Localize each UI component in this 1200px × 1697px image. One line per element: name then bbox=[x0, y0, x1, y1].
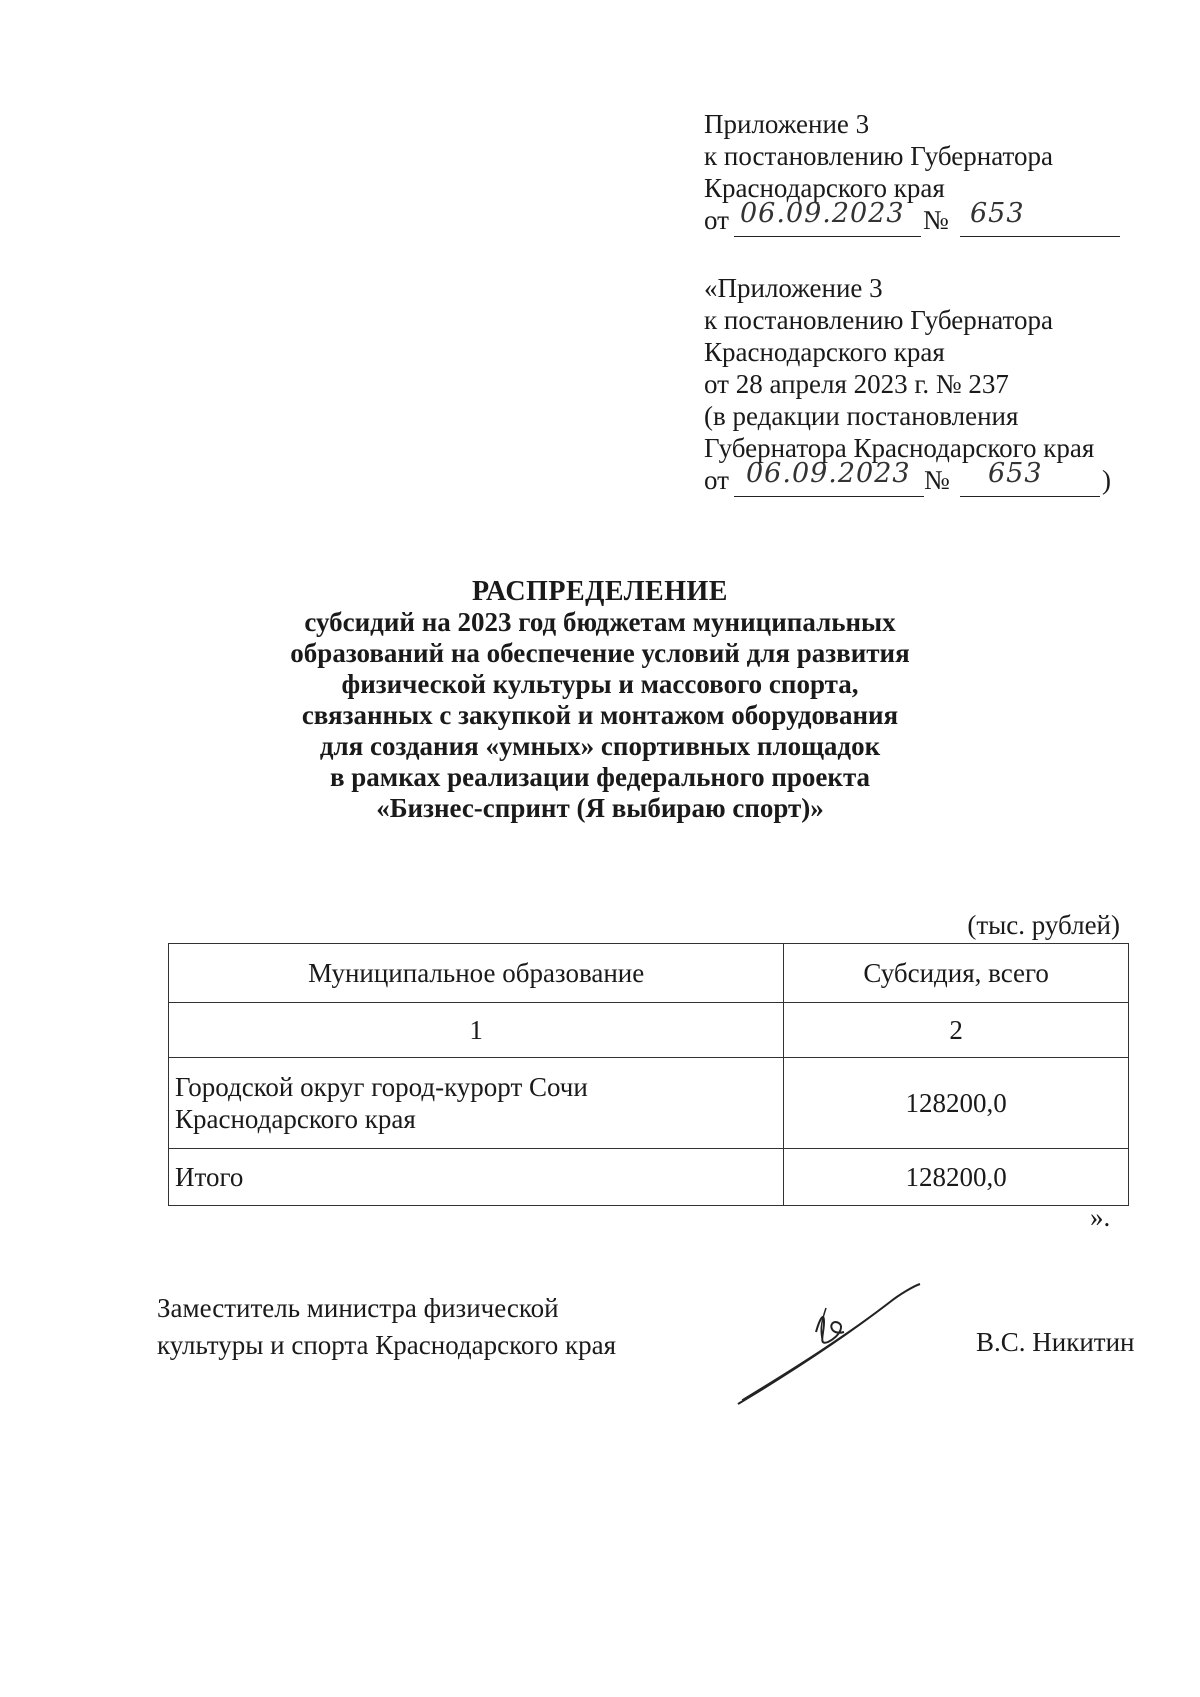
table-row bbox=[169, 1058, 1129, 1149]
document-title bbox=[0, 576, 1200, 824]
handwritten-number: 653 bbox=[970, 198, 1025, 229]
annex-line: к постановлению Губернатора bbox=[704, 305, 1053, 335]
municipality-cell bbox=[169, 1058, 784, 1149]
title-line: физической культуры и массового спорта, bbox=[341, 669, 859, 699]
column-number: 2 bbox=[784, 1003, 1129, 1058]
signatory-name: В.С. Никитин bbox=[976, 1327, 1135, 1357]
annex-date-number-line bbox=[704, 458, 1111, 496]
title-main: РАСПРЕДЕЛЕНИЕ bbox=[472, 576, 728, 607]
annex-line: (в редакции постановления bbox=[704, 401, 1019, 431]
date-prefix: от bbox=[704, 465, 729, 495]
position-line: культуры и спорта Краснодарского края bbox=[157, 1330, 617, 1360]
handwritten-date: 06.09.2023 bbox=[740, 198, 905, 229]
date-field bbox=[734, 198, 921, 237]
handwritten-number: 653 bbox=[988, 458, 1043, 489]
annex-line: Приложение 3 bbox=[704, 109, 870, 139]
closing-paren: ) bbox=[1102, 465, 1111, 495]
annex-date-number-line bbox=[704, 198, 1053, 236]
annex-line: Краснодарского края bbox=[704, 173, 945, 203]
signatory-position bbox=[157, 1290, 616, 1364]
table-total-row bbox=[169, 1149, 1129, 1206]
closing-quote: ». bbox=[1090, 1202, 1111, 1232]
position-line: Заместитель министра физической bbox=[157, 1293, 559, 1323]
annex-header-original bbox=[704, 272, 1111, 496]
date-field bbox=[734, 458, 924, 497]
number-prefix: № bbox=[923, 205, 949, 235]
annex-line: Краснодарского края bbox=[704, 337, 945, 367]
annex-line: к постановлению Губернатора bbox=[704, 141, 1053, 171]
number-field bbox=[960, 458, 1100, 497]
title-line: связанных с закупкой и монтажом оборудования bbox=[301, 700, 899, 730]
date-prefix: от bbox=[704, 205, 729, 235]
annex-line: Губернатора Краснодарского края bbox=[704, 433, 1095, 463]
header-subsidy: Субсидия, всего bbox=[784, 944, 1129, 1003]
municipality-name-line: Краснодарского края bbox=[175, 1104, 416, 1134]
distribution-table bbox=[168, 943, 1129, 1206]
handwritten-date: 06.09.2023 bbox=[746, 458, 911, 489]
total-label: Итого bbox=[169, 1149, 784, 1206]
subsidy-value: 128200,0 bbox=[784, 1058, 1129, 1149]
handwritten-signature bbox=[728, 1272, 928, 1412]
unit-note: (тыс. рублей) bbox=[967, 910, 1120, 940]
title-line: для создания «умных» спортивных площадок bbox=[319, 731, 881, 761]
title-line: «Бизнес-спринт (Я выбираю спорт)» bbox=[376, 793, 824, 823]
number-field bbox=[960, 198, 1120, 237]
table-header-row bbox=[169, 944, 1129, 1003]
annex-header-current bbox=[704, 108, 1053, 236]
total-value: 128200,0 bbox=[784, 1149, 1129, 1206]
annex-line: «Приложение 3 bbox=[704, 273, 883, 303]
title-line: субсидий на 2023 год бюджетам муниципальных bbox=[304, 607, 896, 637]
municipality-name-line: Городской округ город-курорт Сочи bbox=[175, 1072, 588, 1102]
number-prefix: № bbox=[924, 465, 950, 495]
table-column-number-row bbox=[169, 1003, 1129, 1058]
header-municipality: Муниципальное образование bbox=[169, 944, 784, 1003]
column-number: 1 bbox=[169, 1003, 784, 1058]
title-line: образований на обеспечение условий для развития bbox=[290, 638, 910, 668]
title-line: в рамках реализации федерального проекта bbox=[329, 762, 871, 792]
annex-line: от 28 апреля 2023 г. № 237 bbox=[704, 369, 1009, 399]
